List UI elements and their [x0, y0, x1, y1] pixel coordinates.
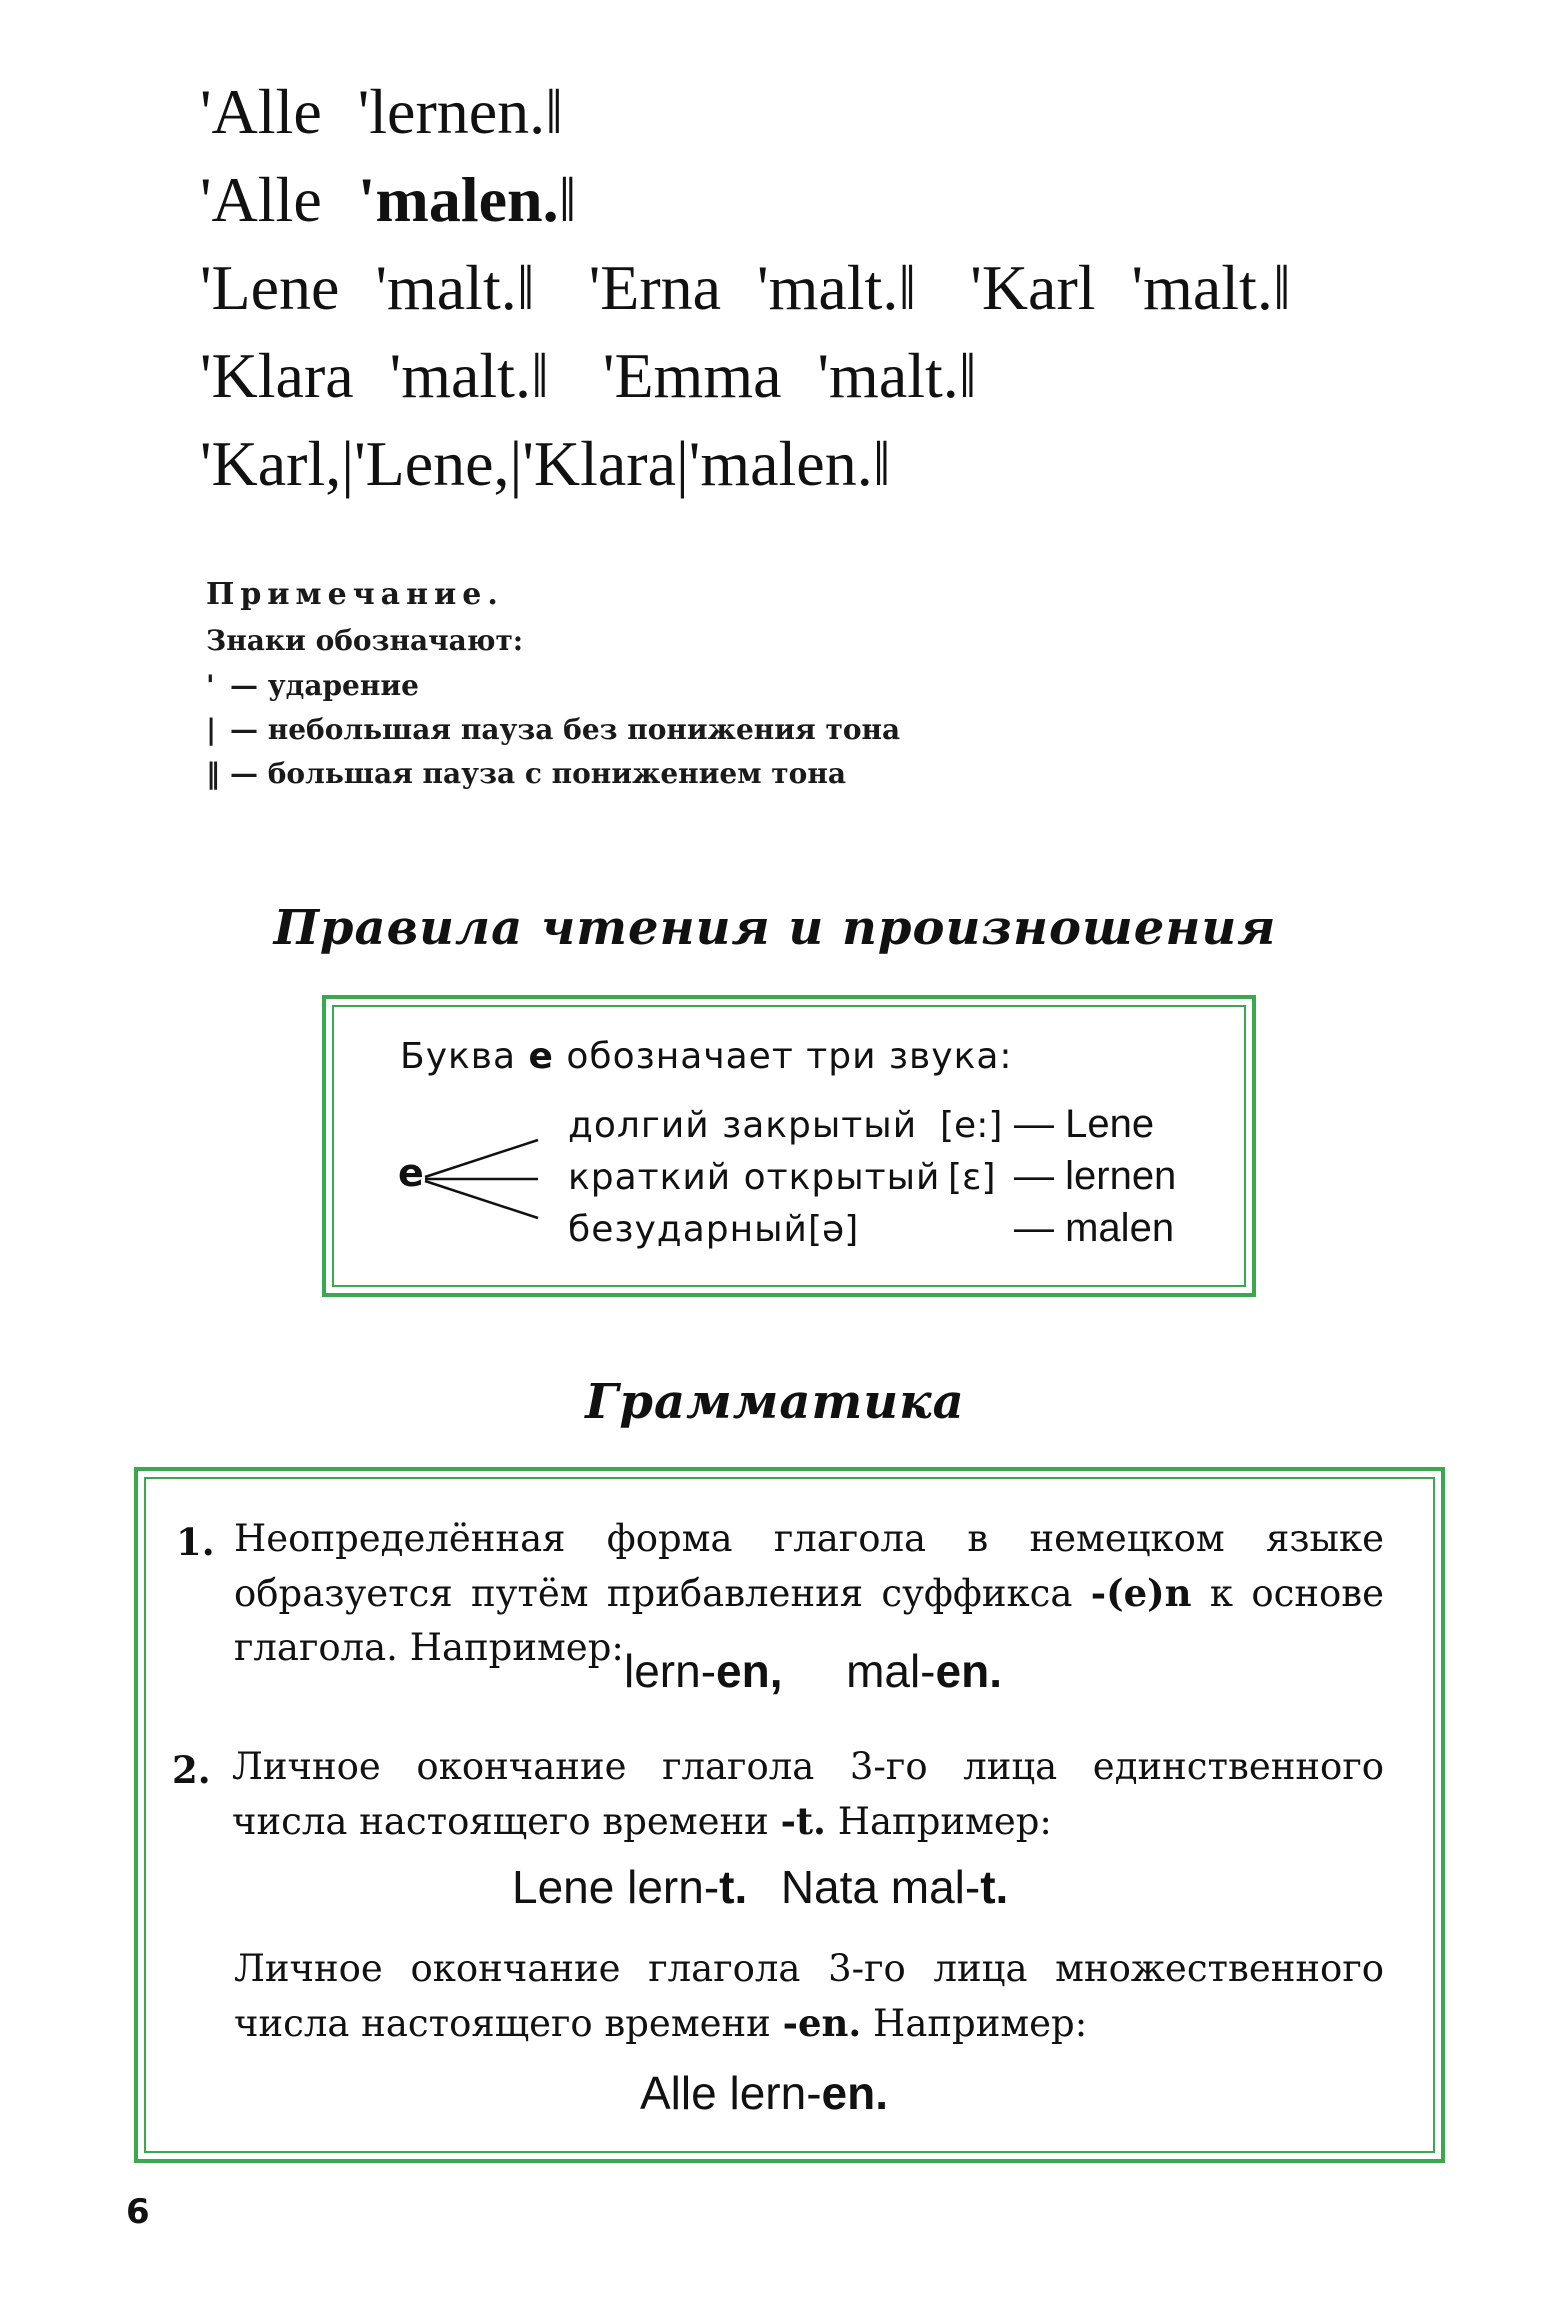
sound-example: — Lene — [1014, 1102, 1155, 1146]
sentence-word: 'Karl,|'Lene,|'Klara|'malen.‖ — [200, 428, 891, 499]
example-stem: Alle lern- — [640, 2067, 822, 2119]
sentence-word: 'malt.‖ — [375, 252, 535, 323]
branch-line-top — [425, 1140, 538, 1177]
note-title: Примечание. — [206, 577, 504, 612]
grammar-text: Неопределённая форма глагола в немецком языке образуется путём прибавления суффикса — [234, 1517, 1384, 1615]
rules-intro — [400, 1036, 1013, 1077]
sound-name: долгий закрытый — [568, 1105, 918, 1146]
short-pause-symbol: | — [206, 713, 217, 746]
sentence-word: 'malt.‖ — [389, 340, 549, 411]
sentence-word: 'Karl — [970, 252, 1096, 323]
long-pause-symbol: ‖ — [206, 757, 220, 790]
grammar-text: Например: — [837, 1800, 1052, 1843]
example-stem: lern- — [624, 1645, 717, 1697]
example-ending: t. — [980, 1861, 1009, 1913]
sentence-word: 'lernen.‖ — [357, 76, 564, 147]
sentence-word: 'Alle — [200, 76, 322, 147]
sentence-line — [200, 68, 1291, 156]
ending-highlight: -en. — [782, 2001, 862, 2045]
grammar-text: Личное окончание глагола 3-го лица единственного числа настоящего времени — [232, 1745, 1384, 1843]
note-subtitle: Знаки обозначают: — [206, 624, 524, 657]
sentence-word: 'Emma — [602, 340, 782, 411]
note-item — [206, 708, 900, 752]
example-stem: Lene lern- — [512, 1861, 720, 1913]
sound-example: — lernen — [1014, 1154, 1177, 1198]
sentence-line — [200, 420, 1291, 508]
sentence-word: 'malt.‖ — [757, 252, 917, 323]
grammar-item-number: 2. — [172, 1748, 211, 1792]
example-ending: t. — [719, 1861, 748, 1913]
note-block — [206, 572, 900, 796]
sentence-word: 'malt.‖ — [1131, 252, 1291, 323]
example-sentences — [200, 68, 1291, 508]
example-plural — [640, 2066, 888, 2120]
example-infinitives — [624, 1644, 1002, 1698]
grammar-item-number: 1. — [176, 1520, 215, 1564]
pause-mark: ‖ — [558, 164, 577, 235]
page-number: 6 — [126, 2192, 150, 2232]
sound-example: — malen — [1014, 1206, 1175, 1250]
ending-highlight: -t. — [780, 1799, 826, 1843]
grammar-item-text — [232, 1740, 1384, 1849]
rules-intro-text: обозначает три звука: — [566, 1036, 1013, 1077]
sentence-word: 'malt.‖ — [817, 340, 977, 411]
sound-name: краткий открытый — [568, 1157, 941, 1198]
sentence-word: 'Lene — [200, 252, 340, 323]
rules-intro-text: Буква — [400, 1036, 517, 1077]
grammar-heading: Грамматика — [585, 1374, 965, 1430]
example-ending: en, — [716, 1645, 783, 1697]
example-ending: en. — [821, 2067, 888, 2119]
example-singular — [512, 1860, 1008, 1914]
sentence-word: 'Alle — [200, 164, 322, 235]
sound-ipa: [e:] — [940, 1105, 1003, 1146]
example-ending: en. — [935, 1645, 1002, 1697]
sound-ipa: [ε] — [948, 1157, 996, 1198]
sound-ipa: [ə] — [808, 1209, 859, 1250]
grammar-text: Личное окончание глагола 3-го лица множественного числа настоящего времени — [234, 1947, 1384, 2045]
sentence-word-bold: 'malen. — [357, 164, 559, 235]
vowel-letter: e — [398, 1151, 424, 1195]
grammar-text: Например: — [873, 2002, 1088, 2045]
sentence-line — [200, 332, 1291, 420]
note-item-text: — ударение — [230, 669, 419, 702]
note-item — [206, 664, 900, 708]
example-stem: mal- — [846, 1645, 936, 1697]
sound-name: безударный — [568, 1209, 808, 1250]
stress-mark-symbol: ' — [206, 669, 215, 702]
branch-line-bottom — [425, 1181, 538, 1218]
note-item-text: — большая пауза с понижением тона — [230, 757, 846, 790]
sentence-line — [200, 156, 1291, 244]
note-item — [206, 752, 900, 796]
grammar-plural-text — [234, 1942, 1384, 2051]
rules-intro-letter: e — [528, 1036, 554, 1077]
grammar-text: к основе глагола. Например: — [234, 1572, 1384, 1669]
sentence-line — [200, 244, 1291, 332]
rules-heading: Правила чтения и произношения — [273, 900, 1277, 956]
note-item-text: — небольшая пауза без понижения тона — [230, 713, 901, 746]
suffix-highlight: -(e)n — [1090, 1571, 1192, 1615]
sentence-word: 'Klara — [200, 340, 354, 411]
branch-lines-diagram — [420, 1120, 570, 1230]
example-stem: Nata mal- — [780, 1861, 981, 1913]
sentence-word: 'Erna — [588, 252, 722, 323]
